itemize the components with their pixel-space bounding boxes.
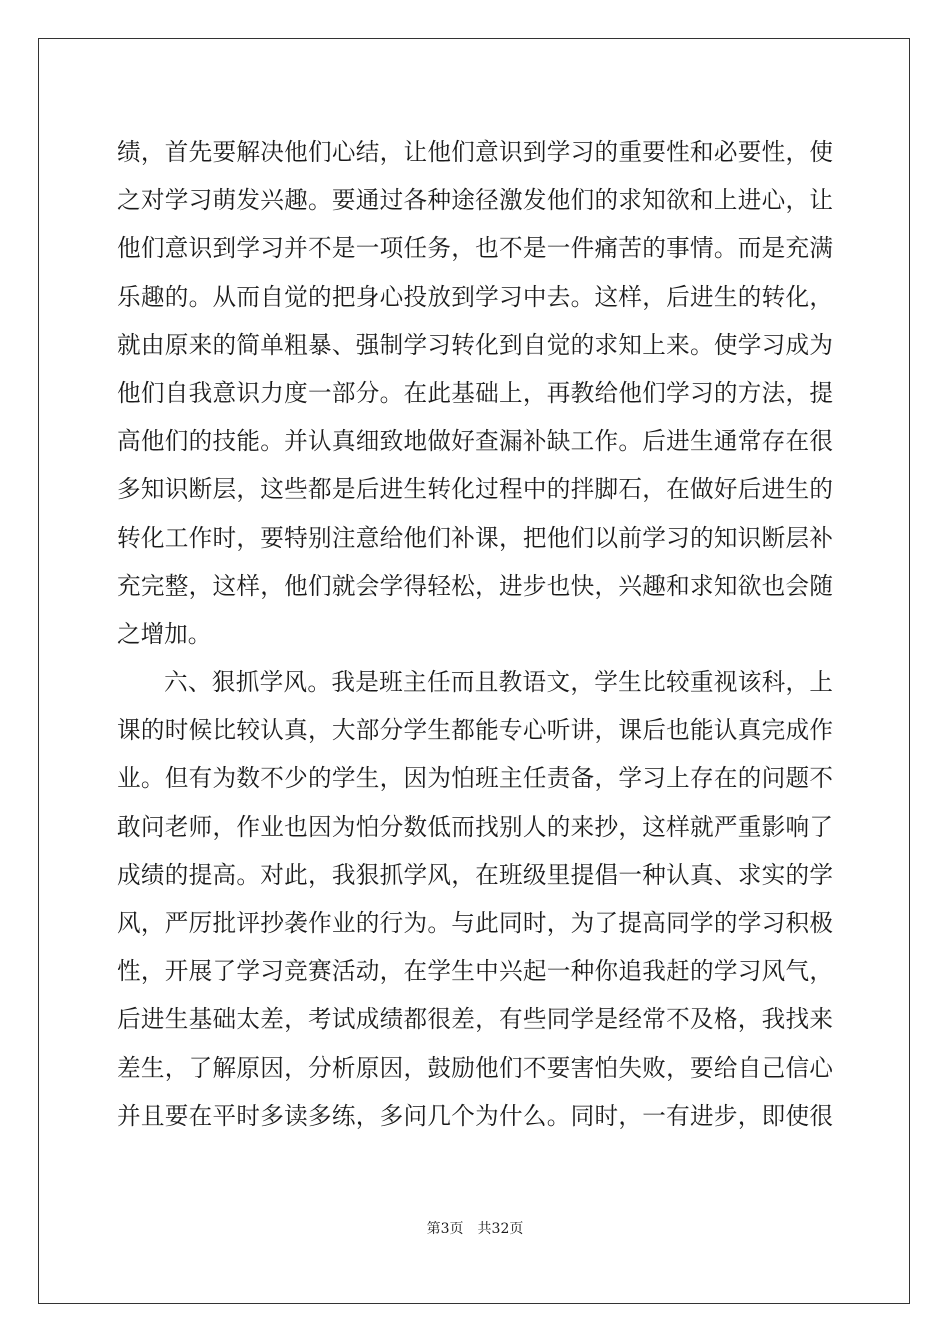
- text-line: 业。但有为数不少的学生，因为怕班主任责备，学习上存在的问题不: [117, 764, 833, 793]
- text-line: 并且要在平时多读多练，多问几个为什么。同时，一有进步，即使很: [117, 1101, 833, 1130]
- current-page-number: 第3页: [426, 1221, 464, 1237]
- text-line: 转化工作时，要特别注意给他们补课，把他们以前学习的知识断层补: [117, 523, 833, 552]
- text-line: 他们意识到学习并不是一项任务，也不是一件痛苦的事情。而是充满: [117, 234, 833, 263]
- text-line: 充完整，这样，他们就会学得轻松，进步也快，兴趣和求知欲也会随: [117, 571, 833, 600]
- text-line: 后进生基础太差，考试成绩都很差，有些同学是经常不及格，我找来: [117, 1005, 833, 1034]
- text-line: 敢问老师，作业也因为怕分数低而找别人的来抄，这样就严重影响了: [117, 812, 833, 841]
- body-text: [117, 128, 833, 1140]
- paragraph-end-line: 之增加。: [117, 619, 212, 648]
- total-page-count: 共32页: [477, 1221, 524, 1237]
- text-line: 绩，首先要解决他们心结，让他们意识到学习的重要性和必要性，使: [117, 138, 833, 166]
- section-heading-line: 六、狠抓学风。我是班主任而且教语文，学生比较重视该科，上: [164, 668, 833, 697]
- text-line: 之对学习萌发兴趣。要通过各种途径激发他们的求知欲和上进心，让: [117, 186, 833, 215]
- text-line: 课的时候比较认真，大部分学生都能专心听讲，课后也能认真完成作: [117, 716, 833, 745]
- text-line: 就由原来的简单粗暴、强制学习转化到自觉的求知上来。使学习成为: [117, 330, 833, 359]
- text-line: 差生，了解原因，分析原因，鼓励他们不要害怕失败，要给自己信心: [117, 1053, 833, 1082]
- text-line: 高他们的技能。并认真细致地做好查漏补缺工作。后进生通常存在很: [117, 427, 833, 456]
- text-line: 乐趣的。从而自觉的把身心投放到学习中去。这样，后进生的转化，: [117, 282, 833, 311]
- text-line: 他们自我意识力度一部分。在此基础上，再教给他们学习的方法，提: [117, 378, 833, 407]
- text-line: 风，严厉批评抄袭作业的行为。与此同时，为了提高同学的学习积极: [117, 909, 833, 937]
- text-line: 多知识断层，这些都是后进生转化过程中的拌脚石，在做好后进生的: [117, 475, 833, 504]
- text-line: 成绩的提高。对此，我狠抓学风，在班级里提倡一种认真、求实的学: [117, 860, 833, 889]
- text-line: 性，开展了学习竞赛活动，在学生中兴起一种你追我赶的学习风气，: [117, 957, 833, 986]
- page-footer: [0, 1218, 950, 1238]
